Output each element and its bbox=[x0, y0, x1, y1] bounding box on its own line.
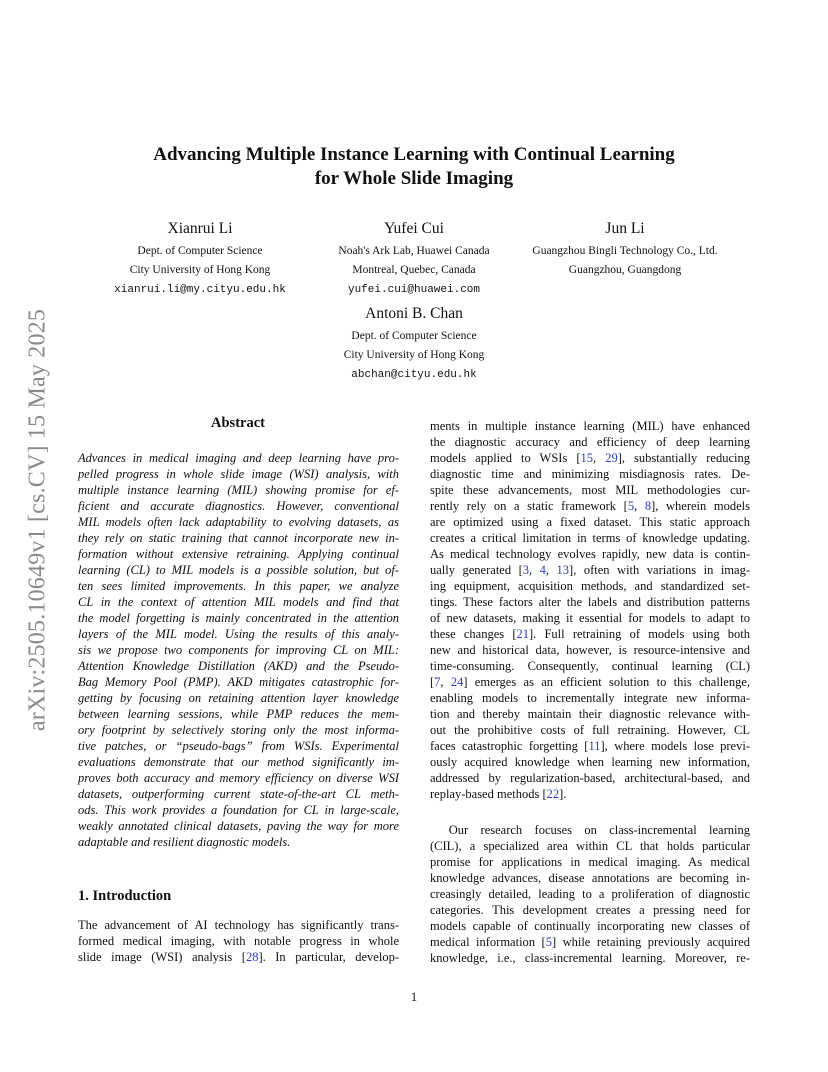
author-affiliation: Noah's Ark Lab, Huawei Canada bbox=[338, 244, 490, 257]
text-segment: enabling models to incrementally integrate new informa- bbox=[430, 691, 750, 705]
citation-link[interactable]: 8 bbox=[644, 499, 652, 513]
text-line bbox=[430, 546, 750, 562]
abstract-line: Advances in medical imaging and deep learning have pro- bbox=[78, 451, 399, 465]
paper-title bbox=[100, 143, 728, 191]
title-line-1: Advancing Multiple Instance Learning with Continual Learning bbox=[153, 144, 675, 165]
abstract-line: the model forgetting is mainly concentrated in the attention bbox=[78, 611, 399, 625]
citation-link[interactable]: 28 bbox=[245, 950, 259, 964]
text-line bbox=[430, 738, 750, 754]
text-line bbox=[430, 434, 750, 450]
abstract-line: sis we propose two components for improving CL on MIL: bbox=[78, 643, 399, 657]
citation-link[interactable]: 22 bbox=[546, 787, 560, 801]
author-email[interactable]: yufei.cui@huawei.com bbox=[347, 283, 481, 296]
text-line bbox=[430, 918, 750, 934]
title-line-2: for Whole Slide Imaging bbox=[314, 168, 514, 189]
text-segment: , bbox=[593, 451, 606, 465]
text-line bbox=[430, 822, 750, 838]
text-segment: ] emerges as an efficient solution to this challenge, bbox=[463, 675, 750, 689]
citation-link[interactable]: 7 bbox=[434, 675, 441, 689]
text-line bbox=[430, 870, 750, 886]
author-block-2 bbox=[300, 219, 528, 300]
text-segment: ], wherein models bbox=[651, 499, 751, 513]
page-number: 1 bbox=[410, 990, 418, 1004]
text-line bbox=[430, 854, 750, 870]
text-line bbox=[430, 690, 750, 706]
abstract-line: tive patches, or “pseudo-bags” from WSIs. Experimental bbox=[78, 739, 399, 753]
abstract-line: MIL models often lack adaptability to evolving datasets, as bbox=[78, 515, 399, 529]
text-segment: ], where models lose previ- bbox=[600, 739, 750, 753]
text-segment: spite these advancements, most MIL methodologies cur- bbox=[430, 483, 750, 497]
author-block-4 bbox=[300, 304, 528, 385]
text-line bbox=[430, 530, 750, 546]
text-line bbox=[430, 902, 750, 918]
abstract-line: pelled progress in whole slide image (WSI) analysis, with bbox=[78, 467, 399, 481]
abstract-line: proves both accuracy and memory efficiency on diverse WSI bbox=[78, 771, 399, 785]
citation-link[interactable]: 29 bbox=[605, 451, 618, 465]
section-heading-introduction: 1. Introduction bbox=[78, 888, 172, 904]
text-segment: (CIL), a specialized area within CL that holds particular bbox=[430, 839, 750, 853]
text-segment: , bbox=[529, 563, 540, 577]
text-segment: tings. These factors alter the labels and distribution patterns bbox=[430, 595, 750, 609]
abstract-line: getting by focusing on retaining attention layer knowledge bbox=[78, 691, 399, 705]
abstract-line: CL in the context of attention MIL models and find that bbox=[78, 595, 399, 609]
text-line bbox=[430, 466, 750, 482]
text-segment: , bbox=[545, 563, 557, 577]
abstract-line: multiple instance learning (MIL) showing promise for ef- bbox=[78, 483, 399, 497]
author-name: Xianrui Li bbox=[167, 220, 233, 237]
author-affiliation: City University of Hong Kong bbox=[129, 264, 271, 276]
text-line bbox=[430, 498, 750, 514]
text-segment: knowledge, i.e., class-incremental learning. Moreover, re- bbox=[430, 951, 750, 965]
text-segment: ing equipment, acquisition methods, and standardized set- bbox=[430, 579, 750, 593]
citation-link[interactable]: 13 bbox=[556, 563, 570, 577]
text-segment: formed medical imaging, with notable progress in whole bbox=[78, 934, 399, 948]
text-segment: ually generated [ bbox=[430, 563, 523, 577]
text-segment: As medical technology evolves rapidly, new data is contin- bbox=[430, 547, 750, 561]
author-affiliation: Dept. of Computer Science bbox=[137, 244, 263, 257]
text-line bbox=[430, 934, 750, 950]
text-segment: ], often with variations in imag- bbox=[569, 563, 750, 577]
arxiv-stamp-text: arXiv:2505.10649v1 [cs.CV] 15 May 2025 bbox=[24, 308, 51, 732]
abstract-line: between learning sessions, while PMP reduces the mem- bbox=[78, 707, 399, 721]
abstract-line: weakly annotated clinical datasets, paving the way for more bbox=[78, 819, 399, 833]
author-email[interactable]: xianrui.li@my.cityu.edu.hk bbox=[114, 283, 286, 296]
text-line bbox=[430, 786, 750, 802]
text-line bbox=[78, 949, 399, 965]
abstract-line: adaptable and resilient diagnostic models. bbox=[78, 835, 291, 849]
text-line bbox=[430, 674, 750, 690]
arxiv-stamp bbox=[16, 280, 60, 760]
text-segment: categories. This development creates a pressing need for bbox=[430, 903, 750, 917]
text-line bbox=[430, 594, 750, 610]
text-line bbox=[430, 514, 750, 530]
text-line bbox=[430, 450, 750, 466]
abstract-body bbox=[78, 450, 399, 850]
abstract-heading: Abstract bbox=[211, 415, 265, 431]
text-segment: The advancement of AI technology has significantly trans- bbox=[78, 918, 399, 932]
abstract-line: Attention Knowledge Distillation (AKD) and the Pseudo- bbox=[78, 659, 399, 673]
text-segment: [ bbox=[430, 675, 435, 689]
text-line bbox=[430, 754, 750, 770]
text-segment: , bbox=[634, 499, 645, 513]
text-line bbox=[430, 418, 750, 434]
text-line bbox=[430, 706, 750, 722]
abstract-line: they rely on static training that cannot incorporate new in- bbox=[78, 531, 399, 545]
abstract-line: evaluations demonstrate that our method significantly im- bbox=[78, 755, 399, 769]
text-line bbox=[430, 562, 750, 578]
text-segment: faces catastrophic forgetting [ bbox=[430, 739, 589, 753]
right-column-paragraph-2 bbox=[430, 822, 750, 966]
text-line bbox=[430, 886, 750, 902]
author-name: Yufei Cui bbox=[384, 220, 444, 237]
abstract-line: datasets, outperforming current state-of-the-art CL meth- bbox=[78, 787, 399, 801]
citation-link[interactable]: 11 bbox=[588, 739, 601, 753]
text-segment: of new datasets, making it essential for models to adapt to bbox=[430, 611, 750, 625]
text-segment: ]. Full retraining of models using both bbox=[529, 627, 751, 641]
text-line bbox=[430, 770, 750, 786]
text-segment: are optimized using a fixed dataset. This static approach bbox=[430, 515, 750, 529]
text-segment: out the prohibitive costs of full retraining. However, CL bbox=[430, 723, 750, 737]
text-segment: diagnostic time and minimizing misdiagnosis rates. De- bbox=[430, 467, 750, 481]
citation-link[interactable]: 24 bbox=[450, 675, 464, 689]
text-segment: the diagnostic accuracy and efficiency of deep learning bbox=[430, 435, 750, 449]
abstract-line: ten sees limited improvements. In this paper, we analyze bbox=[78, 579, 399, 593]
text-segment: Our research focuses on class-incremental learning bbox=[430, 823, 750, 837]
citation-link[interactable]: 4 bbox=[539, 563, 546, 577]
citation-link[interactable]: 5 bbox=[545, 935, 552, 949]
citation-link[interactable]: 3 bbox=[522, 563, 530, 577]
text-segment: ]. In particular, develop- bbox=[258, 950, 399, 964]
text-line bbox=[430, 626, 750, 642]
text-segment: models capable of continually incorporating new classes of bbox=[430, 919, 750, 933]
text-segment: ously acquired knowledge when learning new information, bbox=[430, 755, 750, 769]
author-block-3 bbox=[505, 219, 745, 281]
text-segment: slide image (WSI) analysis [ bbox=[78, 950, 246, 964]
author-affiliation: Dept. of Computer Science bbox=[351, 329, 477, 342]
abstract-line: formation without extensive retraining. Applying continual bbox=[78, 547, 399, 561]
text-segment: models applied to WSIs [ bbox=[430, 451, 581, 465]
text-segment: rently rely on a static framework [ bbox=[430, 499, 628, 513]
text-segment: ] while retaining previously acquired bbox=[551, 935, 750, 949]
abstract-line: ory footprint by selectively storing only the most informa- bbox=[78, 723, 399, 737]
citation-link[interactable]: 21 bbox=[516, 627, 529, 641]
text-segment: ments in multiple instance learning (MIL) have enhanced bbox=[430, 419, 750, 433]
text-line bbox=[430, 482, 750, 498]
author-affiliation: Guangzhou, Guangdong bbox=[568, 264, 682, 276]
author-affiliation: City University of Hong Kong bbox=[343, 349, 485, 361]
author-block-1 bbox=[80, 219, 320, 300]
abstract-line: learning (CL) to MIL models is a possible solution, but of- bbox=[78, 563, 399, 577]
text-segment: these changes [ bbox=[430, 627, 517, 641]
text-line bbox=[430, 658, 750, 674]
text-line bbox=[430, 610, 750, 626]
author-affiliation: Montreal, Quebec, Canada bbox=[352, 264, 476, 276]
text-segment: promise for applications in medical imaging. As medical bbox=[430, 855, 750, 869]
text-line bbox=[430, 578, 750, 594]
text-segment: replay-based methods [ bbox=[430, 787, 547, 801]
text-segment: addressed by regularization-based, architectural-based, and bbox=[430, 771, 750, 785]
text-segment: creates a critical limitation in terms of knowledge updating. bbox=[430, 531, 750, 545]
text-segment: , bbox=[440, 675, 451, 689]
right-column-paragraph-1 bbox=[430, 418, 750, 802]
abstract-line: ods. This work provides a foundation for CL in large-scale, bbox=[78, 803, 399, 817]
text-line bbox=[430, 950, 750, 966]
text-segment: ], substantially reducing bbox=[617, 451, 751, 465]
text-line bbox=[78, 933, 399, 949]
text-segment: ]. bbox=[559, 787, 567, 801]
text-segment: time-consuming. Consequently, continual learning (CL) bbox=[430, 659, 750, 673]
text-segment: new and historical data, however, is resource-intensive and bbox=[430, 643, 750, 657]
text-segment: medical information [ bbox=[430, 935, 546, 949]
abstract-line: ficient and accurate diagnostics. However, conventional bbox=[78, 499, 399, 513]
citation-link[interactable]: 5 bbox=[627, 499, 635, 513]
text-segment: tion and thereby maintain their diagnostic relevance with- bbox=[430, 707, 750, 721]
text-line bbox=[430, 838, 750, 854]
author-affiliation: Guangzhou Bingli Technology Co., Ltd. bbox=[532, 244, 718, 257]
abstract-line: layers of the MIL model. Using the results of this analy- bbox=[78, 627, 399, 641]
author-email[interactable]: abchan@cityu.edu.hk bbox=[351, 368, 477, 381]
text-line bbox=[78, 917, 399, 933]
introduction-paragraph bbox=[78, 917, 399, 965]
author-name: Antoni B. Chan bbox=[365, 305, 463, 322]
text-line bbox=[430, 642, 750, 658]
text-segment: creasingly detailed, leading to a proliferation of diagnostic bbox=[430, 887, 750, 901]
text-segment: knowledge advances, disease annotations are becoming in- bbox=[430, 871, 750, 885]
text-line bbox=[430, 722, 750, 738]
author-name: Jun Li bbox=[605, 220, 645, 237]
citation-link[interactable]: 15 bbox=[580, 451, 594, 465]
abstract-line: Bag Memory Pool (PMP). AKD mitigates catastrophic for- bbox=[78, 675, 399, 689]
